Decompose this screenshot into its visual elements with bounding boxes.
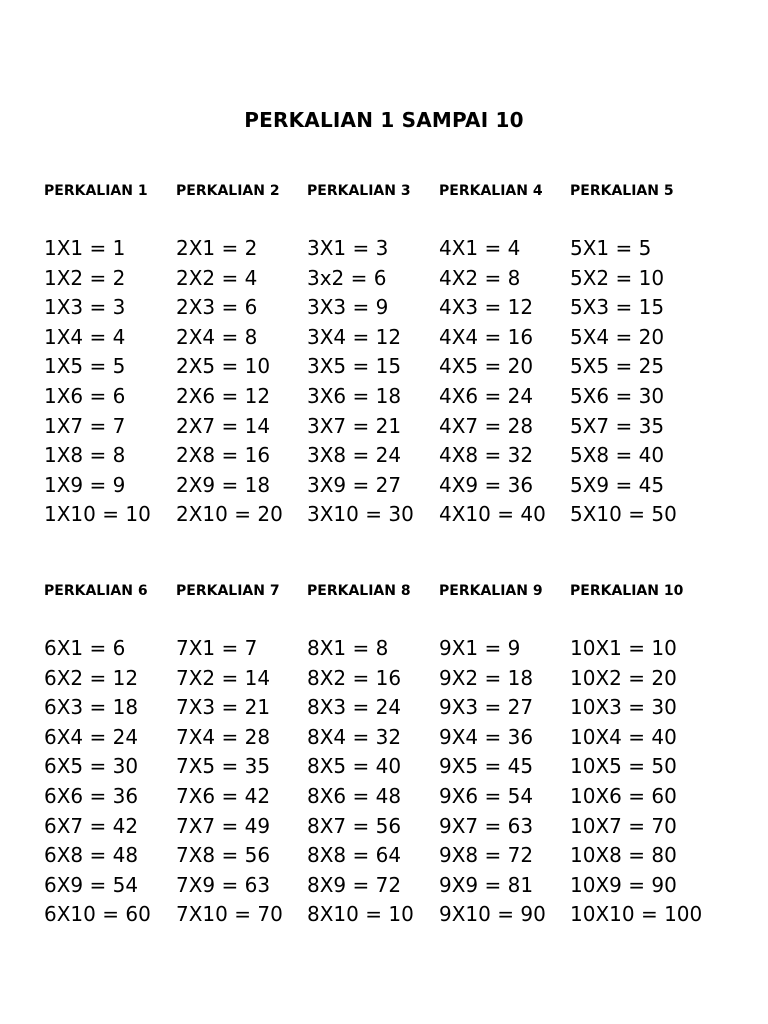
table-row: 10X10 = 100 <box>570 902 703 927</box>
table-row: 6X4 = 24 <box>44 724 139 749</box>
table-rows <box>307 234 442 530</box>
table-row: 1X5 = 5 <box>44 354 126 379</box>
table-row: 8X2 = 16 <box>307 665 402 690</box>
table-row: 10X3 = 30 <box>570 695 677 720</box>
table-row: 5X6 = 30 <box>570 383 665 408</box>
table-row: 9X3 = 27 <box>439 695 534 720</box>
table-row: 1X4 = 4 <box>44 324 126 349</box>
table-row: 6X6 = 36 <box>44 783 139 808</box>
table-row: 1X2 = 2 <box>44 265 126 290</box>
table-row: 5X8 = 40 <box>570 443 665 468</box>
table-row: 5X9 = 45 <box>570 472 665 497</box>
table-heading: PERKALIAN 1 <box>44 183 148 199</box>
table-row: 9X5 = 45 <box>439 754 534 779</box>
table-row: 1X3 = 3 <box>44 295 126 320</box>
table-row: 2X1 = 2 <box>176 236 258 260</box>
table-row: 7X4 = 28 <box>176 724 271 749</box>
table-row: 8X1 = 8 <box>307 636 389 660</box>
table-row: 4X1 = 4 <box>439 236 521 260</box>
table-row: 3X4 = 12 <box>307 324 402 349</box>
table-row: 6X10 = 60 <box>44 902 151 927</box>
table-perkalian-9 <box>439 582 574 930</box>
table-row: 5X5 = 25 <box>570 354 665 379</box>
table-row: 2X2 = 4 <box>176 265 258 290</box>
table-row: 2X8 = 16 <box>176 443 271 468</box>
table-row: 4X6 = 24 <box>439 383 534 408</box>
table-row: 4X3 = 12 <box>439 295 534 320</box>
table-heading: PERKALIAN 8 <box>307 583 411 599</box>
table-row: 6X2 = 12 <box>44 665 139 690</box>
table-row: 1X7 = 7 <box>44 413 126 438</box>
table-row: 10X7 = 70 <box>570 813 677 838</box>
table-row: 7X3 = 21 <box>176 695 271 720</box>
table-row: 3X9 = 27 <box>307 472 402 497</box>
table-row: 5X3 = 15 <box>570 295 665 320</box>
table-perkalian-4 <box>439 182 574 530</box>
table-row: 5X10 = 50 <box>570 502 677 527</box>
table-rows <box>570 634 705 930</box>
table-rows <box>176 234 311 530</box>
table-heading: PERKALIAN 3 <box>307 183 411 199</box>
table-row: 9X7 = 63 <box>439 813 534 838</box>
table-perkalian-1 <box>44 182 179 530</box>
table-row: 9X4 = 36 <box>439 724 534 749</box>
table-row: 10X8 = 80 <box>570 843 677 868</box>
table-row: 6X1 = 6 <box>44 636 126 660</box>
table-row: 9X6 = 54 <box>439 783 534 808</box>
table-row: 8X3 = 24 <box>307 695 402 720</box>
table-heading: PERKALIAN 6 <box>44 583 148 599</box>
table-row: 8X8 = 64 <box>307 843 402 868</box>
table-rows <box>44 634 179 930</box>
table-row: 3X5 = 15 <box>307 354 402 379</box>
table-row: 8X5 = 40 <box>307 754 402 779</box>
table-heading: PERKALIAN 4 <box>439 183 543 199</box>
table-row: 2X5 = 10 <box>176 354 271 379</box>
table-row: 7X10 = 70 <box>176 902 283 927</box>
table-row: 3X6 = 18 <box>307 383 402 408</box>
table-row: 7X9 = 63 <box>176 872 271 897</box>
table-row: 7X5 = 35 <box>176 754 271 779</box>
table-row: 4X10 = 40 <box>439 502 546 527</box>
table-row: 7X8 = 56 <box>176 843 271 868</box>
table-heading: PERKALIAN 9 <box>439 583 543 599</box>
table-heading: PERKALIAN 7 <box>176 583 280 599</box>
table-row: 9X10 = 90 <box>439 902 546 927</box>
table-perkalian-5 <box>570 182 705 530</box>
table-perkalian-10 <box>570 582 705 930</box>
table-rows <box>307 634 442 930</box>
table-row: 1X1 = 1 <box>44 236 126 260</box>
table-row: 5X4 = 20 <box>570 324 665 349</box>
table-row: 3X1 = 3 <box>307 236 389 260</box>
table-row: 8X7 = 56 <box>307 813 402 838</box>
table-heading: PERKALIAN 2 <box>176 183 280 199</box>
table-row: 4X9 = 36 <box>439 472 534 497</box>
table-row: 2X9 = 18 <box>176 472 271 497</box>
table-row: 9X9 = 81 <box>439 872 534 897</box>
table-heading: PERKALIAN 10 <box>570 583 684 599</box>
table-row: 4X7 = 28 <box>439 413 534 438</box>
table-perkalian-2 <box>176 182 311 530</box>
table-rows <box>439 634 574 930</box>
table-row: 1X8 = 8 <box>44 443 126 468</box>
table-row: 6X8 = 48 <box>44 843 139 868</box>
table-row: 8X6 = 48 <box>307 783 402 808</box>
table-rows <box>44 234 179 530</box>
table-row: 4X4 = 16 <box>439 324 534 349</box>
table-row: 3x2 = 6 <box>307 265 387 290</box>
table-row: 2X7 = 14 <box>176 413 271 438</box>
table-row: 9X1 = 9 <box>439 636 521 660</box>
table-row: 1X9 = 9 <box>44 472 126 497</box>
table-row: 5X1 = 5 <box>570 236 652 260</box>
page-title: PERKALIAN 1 SAMPAI 10 <box>244 108 524 132</box>
table-row: 2X3 = 6 <box>176 295 258 320</box>
table-row: 7X6 = 42 <box>176 783 271 808</box>
table-row: 10X2 = 20 <box>570 665 677 690</box>
table-row: 3X7 = 21 <box>307 413 402 438</box>
table-row: 9X8 = 72 <box>439 843 534 868</box>
table-row: 5X7 = 35 <box>570 413 665 438</box>
table-row: 2X4 = 8 <box>176 324 258 349</box>
table-perkalian-3 <box>307 182 442 530</box>
table-perkalian-6 <box>44 582 179 930</box>
table-row: 8X4 = 32 <box>307 724 402 749</box>
table-rows <box>176 634 311 930</box>
table-row: 6X3 = 18 <box>44 695 139 720</box>
table-row: 10X4 = 40 <box>570 724 677 749</box>
table-row: 5X2 = 10 <box>570 265 665 290</box>
table-perkalian-8 <box>307 582 442 930</box>
table-heading: PERKALIAN 5 <box>570 183 674 199</box>
table-row: 3X8 = 24 <box>307 443 402 468</box>
table-row: 3X3 = 9 <box>307 295 389 320</box>
table-row: 9X2 = 18 <box>439 665 534 690</box>
table-row: 7X7 = 49 <box>176 813 271 838</box>
table-row: 3X10 = 30 <box>307 502 414 527</box>
table-row: 4X2 = 8 <box>439 265 521 290</box>
table-row: 2X10 = 20 <box>176 502 283 527</box>
table-row: 8X9 = 72 <box>307 872 402 897</box>
table-perkalian-7 <box>176 582 311 930</box>
table-row: 7X1 = 7 <box>176 636 258 660</box>
table-row: 1X10 = 10 <box>44 502 151 527</box>
table-row: 6X5 = 30 <box>44 754 139 779</box>
table-row: 6X9 = 54 <box>44 872 139 897</box>
table-row: 10X6 = 60 <box>570 783 677 808</box>
table-row: 10X5 = 50 <box>570 754 677 779</box>
table-rows <box>439 234 574 530</box>
table-row: 10X9 = 90 <box>570 872 677 897</box>
table-row: 7X2 = 14 <box>176 665 271 690</box>
table-row: 10X1 = 10 <box>570 636 677 660</box>
table-row: 6X7 = 42 <box>44 813 139 838</box>
table-row: 2X6 = 12 <box>176 383 271 408</box>
table-row: 8X10 = 10 <box>307 902 414 927</box>
table-row: 4X8 = 32 <box>439 443 534 468</box>
table-rows <box>570 234 705 530</box>
table-row: 4X5 = 20 <box>439 354 534 379</box>
table-row: 1X6 = 6 <box>44 383 126 408</box>
